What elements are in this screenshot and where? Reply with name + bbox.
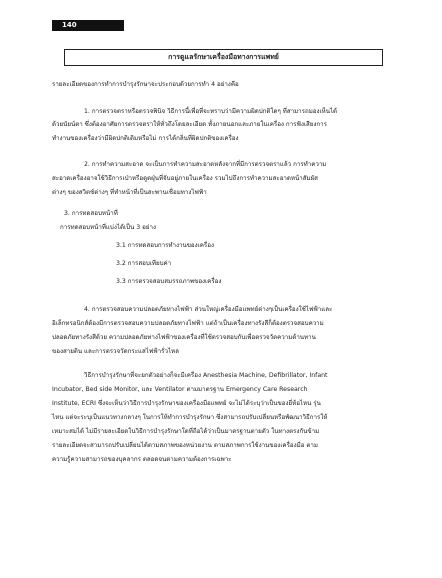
section-title: การดูแลรักษาเครื่องมือทางการแพทย์: [168, 53, 279, 61]
item-1-line-3: ทำงานของเครื่องว่ามีผิดปกติเดิมหรือไม่ การได้กลิ่นที่ผิดปกติของเครื่อง: [52, 135, 239, 142]
methods-line-2: Incubator, Bed side Monitor, และ Ventilator ตามมาตรฐาน Emergency Care Research: [52, 386, 308, 393]
subitem-3-2: 3.2 การสอบเทียบค่า: [116, 260, 172, 267]
page-number-badge: [52, 20, 124, 31]
methods-line-5: เหมาะสมได้ ไม่มีรายละเอียดในวิธีการบำรุงรักษาใดที่ถือได้ว่าเป็นมาตรฐานตายตัว ในทางตรงกันข้าม: [52, 428, 320, 435]
item-2-line-1: 2. การทำความสะอาด จะเป็นการทำความสะอาดหลังจากที่มีการตรวจตราแล้ว การทำความ: [84, 161, 327, 168]
item-4-line-3: ปลอดภัยทางรังสีด้วย ความปลอดภัยทางไฟฟ้าของเครื่องที่ใช้ตรวจสอบกับเพื่อตรวจวัดความต้านทาน: [52, 334, 316, 341]
item-1-line-1: 1. การตรวจตราหรือตรวจพินิจ วิธีการนี้เพื่อที่จะทราบว่ามีความผิดปกติใดๆ ที่สามารถมองเห็นได้: [84, 108, 338, 115]
intro-paragraph: รายละเอียดของการทำการบำรุงรักษาจะประกอบด้วยการทำ 4 อย่างคือ: [52, 81, 239, 88]
methods-line-6: รายละเอียดจะสามารถปรับเปลี่ยนได้ตามสภาพของหน่วยงาน ตามสภาพการใช้งานของเครื่องมือ ตาม: [52, 442, 318, 449]
item-4-line-2: อิเล็กทรอนิกส์ต้องมีการตรวจสอบความปลอดภัยทางไฟฟ้า แต่ถ้าเป็นเครื่องทางรังสีก็ต้องตรวจสอบความ: [52, 320, 324, 327]
item-2-line-3: ต่างๆ ของสวิตช์ต่างๆ ที่ทำหน้าที่เป็นสะพานเชื่อมทางไฟฟ้า: [52, 189, 207, 196]
section-title-box: [64, 49, 383, 66]
item-2-line-2: สะอาดเครื่องอาจใช้วิธีการเป่าหรือดูดฝุ่นที่จับอยู่ภายในเครื่อง รวมไปถึงการทำความสะอาดหน้าสัมผัส: [52, 175, 318, 182]
item-4-line-1: 4. การตรวจสอบความปลอดภัยทางไฟฟ้า ส่วนใหญ่เครื่องมือแพทย์ต่างๆเป็นเครื่องใช้ไฟฟ้าและ: [84, 306, 333, 313]
methods-line-7: ความรู้ความสามารถของบุคลากร ตลอดจนตามความต้องการเฉพาะ: [52, 456, 232, 463]
methods-line-4: ไหน แต่จะระบุเป็นแนวทางกลางๆ ในการให้ทำการบำรุงรักษา ซึ่งสามารถปรับเปลี่ยนหรือพัฒนาวิธีการให้: [52, 414, 328, 421]
item-3-heading: 3. การทดสอบหน้าที่: [64, 210, 118, 217]
item-3-intro: การทดสอบหน้าที่แบ่งได้เป็น 3 อย่าง: [60, 224, 156, 231]
item-1-line-2: ด้วยนัยน์ตา ซึ่งต้องอาศัยการตรวจตราให้ทั่วถึงโดยละเอียด ทั้งภายนอกและภายในเครื่อง การฟังเสียงการ: [52, 121, 327, 128]
subitem-3-1: 3.1 การทดสอบการทำงานของเครื่อง: [116, 242, 214, 249]
item-4-line-4: ของสายดิน และการตรวจวัดกระแสไฟฟ้ารั่วไหล: [52, 348, 179, 355]
page-number: 140: [62, 21, 77, 29]
subitem-3-3: 3.3 การตรวจสอบสมรรถภาพของเครื่อง: [116, 278, 222, 285]
methods-line-1: วิธีการบำรุงรักษาที่จะยกตัวอย่างก็จะมีเครื่อง Anesthesia Machine, Defibrillator, Infant: [84, 372, 328, 379]
methods-line-3: Institute, ECRI ซึ่งจะเห็นว่าวิธีการบำรุงรักษาของเครื่องมือแพทย์ จะไม่ได้ระบุว่าเป็นของยี่ห้อไหน รุ่น: [52, 400, 321, 407]
